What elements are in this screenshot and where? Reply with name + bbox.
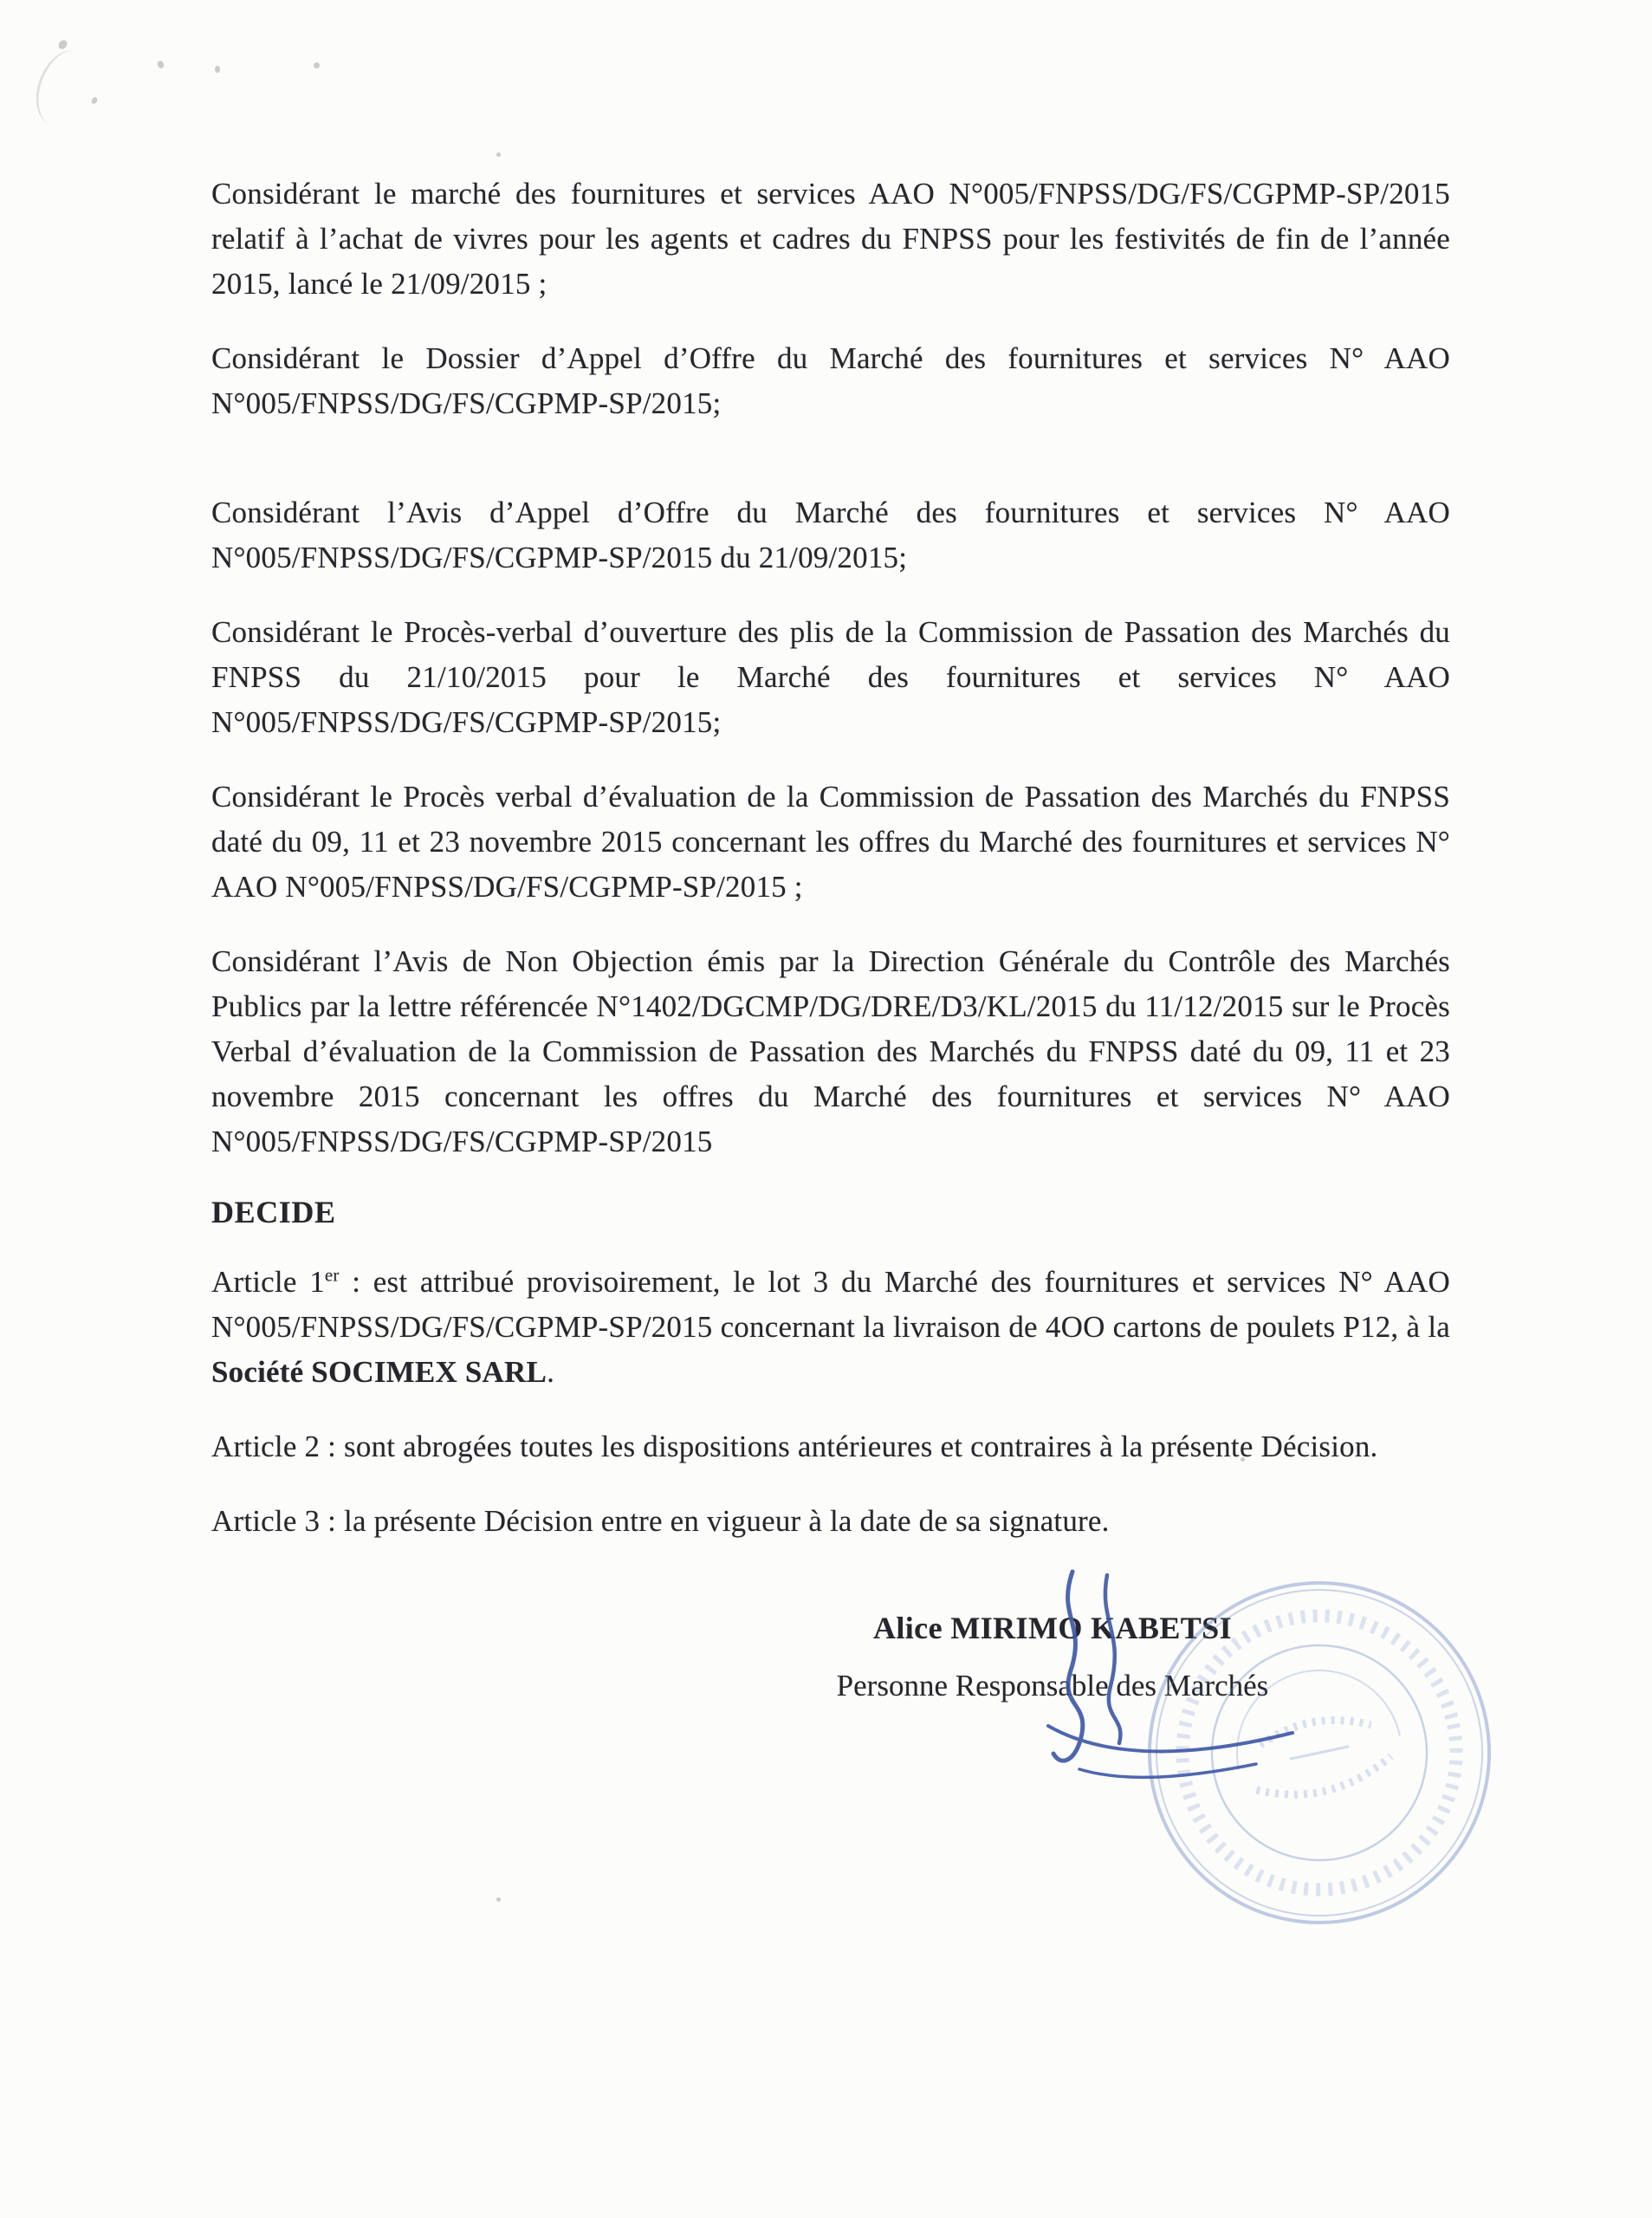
considerant-paragraph-2: Considérant le Dossier d’Appel d’Offre du Marché des fournitures et services N° AAO N°005/FNPSS/DG/FS/CGPMP-SP/2015; [211,341,1450,420]
scan-artifact [57,38,69,50]
article-1-period: . [547,1355,555,1389]
scan-smudge [29,42,104,134]
scan-artifact [496,152,501,157]
article-1-paragraph [211,1260,1450,1395]
handwritten-signature [996,1556,1360,1816]
scan-artifact [314,62,320,68]
article-3-paragraph: Article 3 : la présente Décision entre en vigueur à la date de sa signature. [211,1504,1110,1538]
signatory-title: Personne Responsable des Marchés [836,1669,1269,1702]
scan-artifact [496,1897,501,1902]
article-1-body: : est attribué provisoirement, le lot 3 du Marché des fournitures et services N° AAO N°005/FNPSS/DG/FS/CGPMP-SP/2015 concernant la livraison de 4OO cartons de poulets P12, à la [211,1265,1450,1344]
decide-heading: DECIDE [211,1195,336,1229]
considerant-paragraph-6: Considérant l’Avis de Non Objection émis par la Direction Générale du Contrôle des Marchés Publics par la lettre référencée N°1402/DGCMP/DG/DRE/D3/KL/2015 du 11/12/2015 sur le Procès Verbal d’évaluation de la Commission de Passation des Marchés du FNPSS daté du 09, 11 et 23 novembre 2015 concernant les offres du Marché des fournitures et services N° AAO N°005/FNPSS/DG/FS/CGPMP-SP/2015 [211,944,1450,1158]
article-1-superscript: er [324,1264,340,1286]
scan-artifact [215,66,220,73]
document-body [211,172,1450,1573]
considerant-paragraph-4: Considérant le Procès-verbal d’ouverture des plis de la Commission de Passation des Marchés du FNPSS du 21/10/2015 pour le Marché des fournitures et services N° AAO N°005/FNPSS/DG/FS/CGPMP-SP/2015; [211,615,1450,739]
considerant-paragraph-3: Considérant l’Avis d’Appel d’Offre du Marché des fournitures et services N° AAO N°005/FNPSS/DG/FS/CGPMP-SP/2015 du 21/09/2015; [211,496,1450,574]
scan-artifact [157,60,165,69]
considerant-paragraph-5: Considérant le Procès verbal d’évaluation de la Commission de Passation des Marchés du FNPSS daté du 09, 11 et 23 novembre 2015 concernant les offres du Marché des fournitures et services N° AAO N°005/FNPSS/DG/FS/CGPMP-SP/2015 ; [211,780,1450,904]
considerant-paragraph-1: Considérant le marché des fournitures et services AAO N°005/FNPSS/DG/FS/CGPMP-SP/2015 relatif à l’achat de vivres pour les agents et cadres du FNPSS pour les festivités de fin de l’année 2015, lancé le 21/09/2015 ; [211,177,1450,301]
article-1-label: Article 1 [211,1265,325,1299]
article-1-company-name: Société SOCIMEX SARL [211,1355,547,1389]
article-2-paragraph: Article 2 : sont abrogées toutes les dispositions antérieures et contraires à la présente Décision. [211,1430,1378,1463]
signatory-name: Alice MIRIMO KABETSI [872,1611,1232,1645]
